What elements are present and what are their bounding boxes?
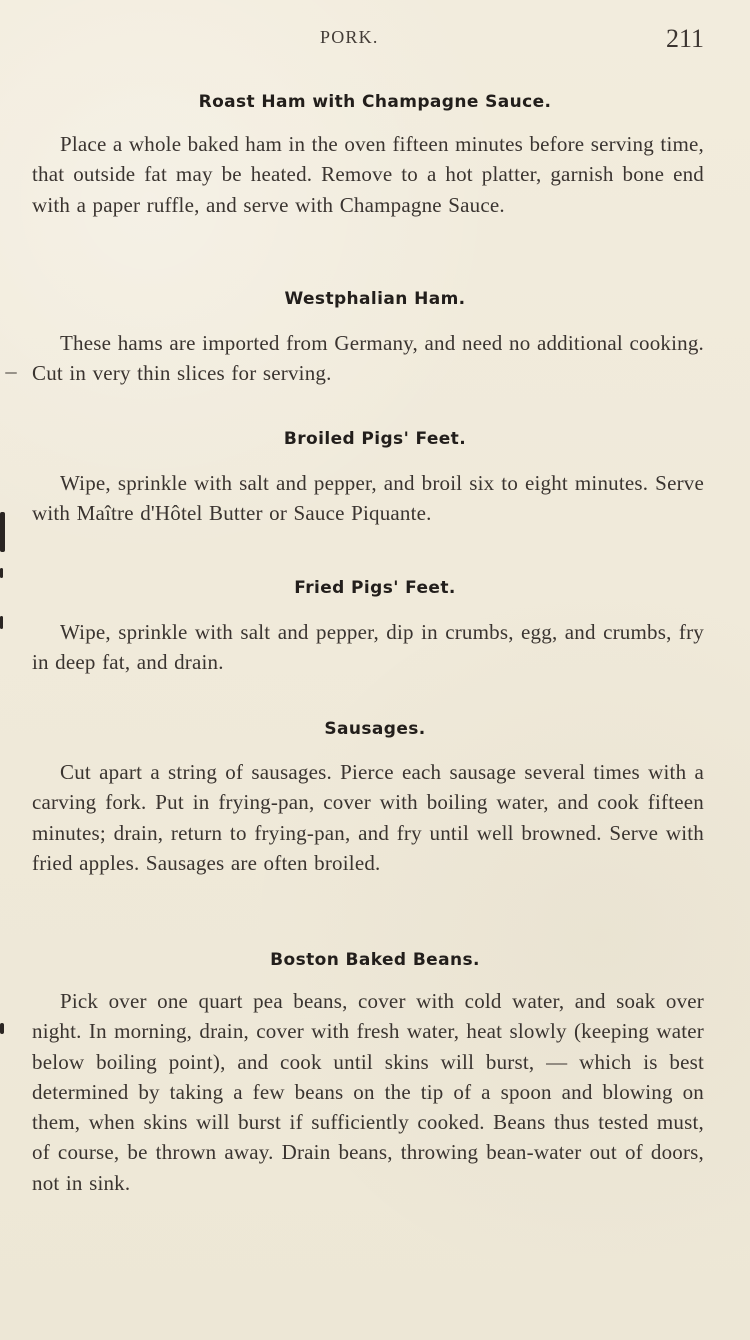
- recipe-title: Roast Ham with Champagne Sauce.: [198, 92, 552, 112]
- running-head: PORK.: [320, 27, 379, 47]
- recipe-text: These hams are imported from Germany, and need no additional cooking. Cut in very thin slices for serving.: [32, 331, 704, 386]
- recipe-text: Cut apart a string of sausages. Pierce each sausage several times with a carving fork. Put in frying-pan, cover with boiling water, and cook fifteen minutes; drain, return to frying-pan, and fry until well browned. Serve with fried apples. Sausages are often broiled.: [32, 760, 704, 875]
- edge-mark: [0, 512, 5, 552]
- recipe-title: Boston Baked Beans.: [270, 950, 480, 970]
- page-header: [0, 24, 750, 57]
- edge-mark: [0, 568, 3, 578]
- recipe-title: Broiled Pigs' Feet.: [283, 429, 467, 449]
- edge-mark: [5, 372, 17, 374]
- recipe-title: Westphalian Ham.: [284, 289, 466, 309]
- recipe-title: Fried Pigs' Feet.: [294, 578, 456, 598]
- recipe-text: Place a whole baked ham in the oven fifteen minutes before serving time, that outside fat may be heated. Remove to a hot platter, garnish bone end with a paper ruffle, and serve with Champagne Sauce.: [32, 132, 704, 217]
- recipe-text: Wipe, sprinkle with salt and pepper, dip in crumbs, egg, and crumbs, fry in deep fat, and drain.: [32, 620, 704, 675]
- recipe-text: Pick over one quart pea beans, cover with cold water, and soak over night. In morning, drain, cover with fresh water, heat slowly (keeping water below boiling point), and cook until skins will burst, — which is best determined by taking a few beans on the tip of a spoon and blowing on them, when skins will burst if sufficiently cooked. Beans thus tested must, of course, be thrown away. Drain beans, throwing bean-water out of doors, not in sink.: [32, 989, 704, 1195]
- recipe-title: Sausages.: [324, 719, 426, 739]
- edge-mark: [0, 616, 3, 629]
- page-number: 211: [665, 24, 704, 53]
- edge-mark: [0, 1023, 4, 1034]
- recipe-text: Wipe, sprinkle with salt and pepper, and broil six to eight minutes. Serve with Maître d'Hôtel Butter or Sauce Piquante.: [32, 471, 704, 526]
